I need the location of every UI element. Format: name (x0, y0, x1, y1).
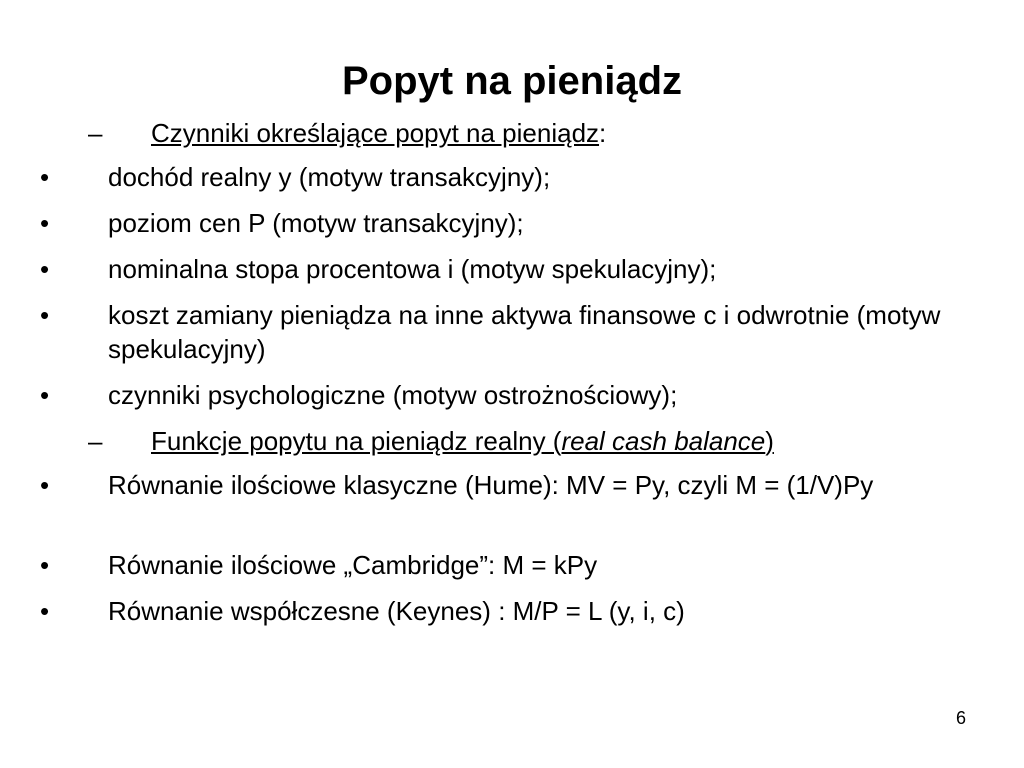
bullet-icon: • (40, 550, 50, 580)
list-item-text: Równanie ilościowe klasyczne (Hume): MV = Py, czyli M = (1/V)Py (108, 470, 874, 500)
bullet-icon: • (40, 380, 50, 410)
section-heading-suffix: ) (765, 426, 774, 456)
section-heading-text: Funkcje popytu na pieniądz realny ( (151, 426, 562, 456)
dash-marker: – (88, 426, 103, 456)
bullet-icon: • (40, 254, 50, 284)
page-number: 6 (955, 708, 966, 728)
bullet-icon: • (40, 596, 50, 626)
list-item-text: nominalna stopa procentowa i (motyw spekulacyjny); (108, 254, 717, 284)
bullet-icon: • (40, 208, 50, 238)
list-item-text: dochód realny y (motyw transakcyjny); (108, 162, 551, 192)
list-item-text: poziom cen P (motyw transakcyjny); (108, 208, 524, 238)
list-item-text: czynniki psychologiczne (motyw ostrożnościowy); (108, 380, 678, 410)
section-heading-text: Czynniki określające popyt na pieniądz (151, 118, 600, 148)
list-item-text: koszt zamiany pieniądza na inne aktywa finansowe c i odwrotnie (motyw spekulacyjny) (108, 300, 941, 364)
bullet-icon: • (40, 300, 50, 330)
bullet-icon: • (40, 470, 50, 500)
section-heading-italic: real cash balance (561, 426, 766, 456)
list-item-text: Równanie ilościowe „Cambridge”: M = kPy (108, 550, 598, 580)
bullet-icon: • (40, 162, 50, 192)
section-heading-suffix: : (599, 118, 607, 148)
slide-title: Popyt na pieniądz (341, 58, 683, 103)
dash-marker: – (88, 118, 103, 148)
list-item-text: Równanie współczesne (Keynes) : M/P = L (y, i, c) (108, 596, 685, 626)
